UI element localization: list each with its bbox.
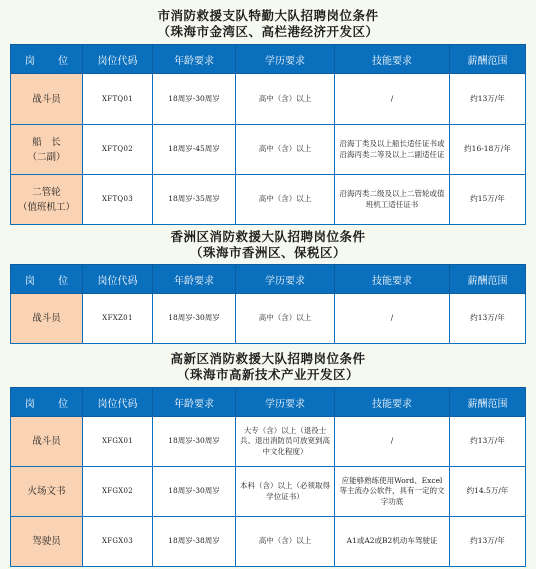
- header-code: 岗位代码: [83, 45, 153, 74]
- job-code: XFTQ02: [83, 125, 153, 175]
- header-code: 岗位代码: [83, 388, 153, 417]
- job-code: XFTQ01: [83, 74, 153, 125]
- header-education: 学历要求: [236, 265, 335, 294]
- table-header-row: [11, 265, 526, 294]
- table-row: [11, 517, 526, 567]
- job-name: 船 长 （二副）: [11, 125, 83, 175]
- header-skill: 技能要求: [335, 388, 450, 417]
- header-salary: 薪酬范围: [450, 45, 526, 74]
- job-name: 战斗员: [11, 74, 83, 125]
- education-requirement: 高中（含）以上: [236, 517, 335, 567]
- skill-requirement: 应能够熟练使用Word、Excel等主流办公软件，具有一定的文字功底: [335, 467, 450, 517]
- job-name: 二管轮 （值班机工）: [11, 175, 83, 225]
- education-requirement: 高中（含）以上: [236, 175, 335, 225]
- skill-requirement: 沿海丙类二级及以上二管轮或值班机工适任证书: [335, 175, 450, 225]
- section-subtitle: （珠海市金湾区、高栏港经济开发区）: [157, 24, 379, 39]
- header-age: 年龄要求: [153, 265, 236, 294]
- salary-range: 约15万/年: [450, 175, 526, 225]
- header-position: 岗 位: [11, 45, 83, 74]
- header-salary: 薪酬范围: [450, 265, 526, 294]
- age-requirement: 18周岁-45周岁: [153, 125, 236, 175]
- salary-range: 约13万/年: [450, 517, 526, 567]
- table-header-row: [11, 45, 526, 74]
- header-code: 岗位代码: [83, 265, 153, 294]
- age-requirement: 18周岁-35周岁: [153, 175, 236, 225]
- salary-range: 约14.5万/年: [450, 467, 526, 517]
- table-header-row: [11, 388, 526, 417]
- salary-range: 约13万/年: [450, 294, 526, 344]
- positions-table: [10, 264, 526, 344]
- section-title: 香洲区消防救援大队招聘岗位条件: [170, 229, 366, 244]
- skill-requirement: /: [335, 74, 450, 125]
- header-position: 岗 位: [11, 388, 83, 417]
- skill-requirement: /: [335, 417, 450, 467]
- section-title: 高新区消防救援大队招聘岗位条件: [170, 351, 366, 366]
- job-code: XFGX03: [83, 517, 153, 567]
- job-name: 战斗员: [11, 417, 83, 467]
- table-row: [11, 417, 526, 467]
- salary-range: 约13万/年: [450, 74, 526, 125]
- education-requirement: 高中（含）以上: [236, 125, 335, 175]
- header-age: 年龄要求: [153, 388, 236, 417]
- table-row: [11, 294, 526, 344]
- header-position: 岗 位: [11, 265, 83, 294]
- header-education: 学历要求: [236, 388, 335, 417]
- table-row: [11, 74, 526, 125]
- salary-range: 约13万/年: [450, 417, 526, 467]
- header-education: 学历要求: [236, 45, 335, 74]
- positions-table: [10, 44, 526, 225]
- header-age: 年龄要求: [153, 45, 236, 74]
- education-requirement: 高中（含）以上: [236, 74, 335, 125]
- job-code: XFTQ03: [83, 175, 153, 225]
- section-subtitle: （珠海市香洲区、保税区）: [189, 245, 346, 260]
- positions-table: [10, 387, 526, 567]
- skill-requirement: /: [335, 294, 450, 344]
- section-title: 市消防救援支队特勤大队招聘岗位条件: [157, 8, 379, 23]
- age-requirement: 18周岁-30周岁: [153, 467, 236, 517]
- education-requirement: 本科（含）以上（必须取得学位证书）: [236, 467, 335, 517]
- age-requirement: 18周岁-30周岁: [153, 417, 236, 467]
- table-row: [11, 175, 526, 225]
- education-requirement: 大专（含）以上（退役士兵、退出消防员可放宽到高中文化程度）: [236, 417, 335, 467]
- job-code: XFGX02: [83, 467, 153, 517]
- education-requirement: 高中（含）以上: [236, 294, 335, 344]
- header-salary: 薪酬范围: [450, 388, 526, 417]
- salary-range: 约16-18万/年: [450, 125, 526, 175]
- table-row: [11, 467, 526, 517]
- job-name: 战斗员: [11, 294, 83, 344]
- header-skill: 技能要求: [335, 45, 450, 74]
- skill-requirement: A1或A2或B2机动车驾驶证: [335, 517, 450, 567]
- header-skill: 技能要求: [335, 265, 450, 294]
- job-code: XFXZ01: [83, 294, 153, 344]
- age-requirement: 18周岁-38周岁: [153, 517, 236, 567]
- age-requirement: 18周岁-30周岁: [153, 294, 236, 344]
- section-subtitle: （珠海市高新技术产业开发区）: [176, 367, 359, 382]
- table-row: [11, 125, 526, 175]
- age-requirement: 18周岁-30周岁: [153, 74, 236, 125]
- skill-requirement: 沿海丁类及以上船长适任证书或沿海丙类二等及以上二副适任证: [335, 125, 450, 175]
- job-name: 火场文书: [11, 467, 83, 517]
- job-name: 驾驶员: [11, 517, 83, 567]
- job-code: XFGX01: [83, 417, 153, 467]
